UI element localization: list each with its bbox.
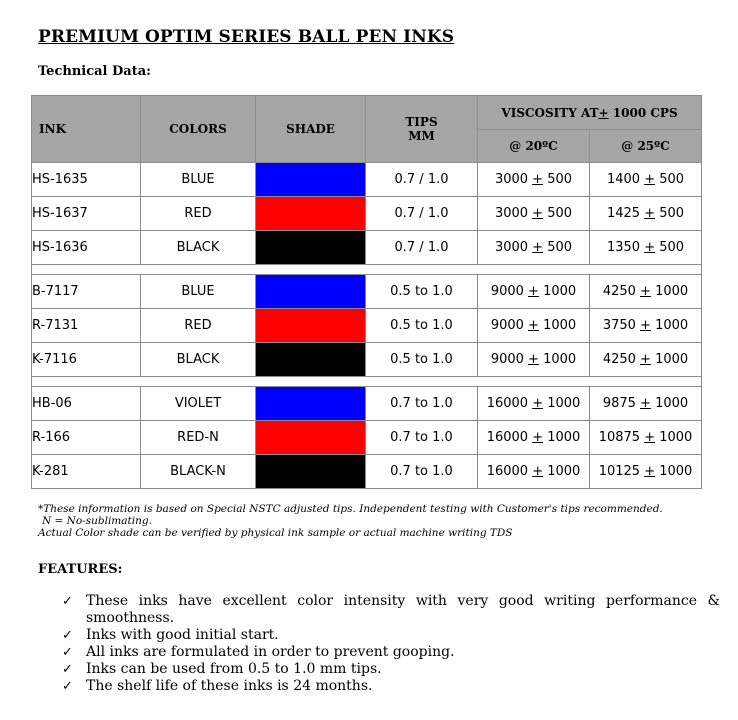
tips-cell: 0.5 to 1.0 bbox=[366, 309, 478, 343]
feature-text: Inks with good initial start. bbox=[86, 627, 279, 643]
technical-data-heading: Technical Data: bbox=[38, 64, 151, 79]
shade-cell bbox=[256, 231, 366, 265]
viscosity-25-cell bbox=[590, 343, 702, 377]
table-row bbox=[32, 455, 702, 489]
ink-code-cell: R-7131 bbox=[32, 309, 141, 343]
tips-cell: 0.7 to 1.0 bbox=[366, 387, 478, 421]
viscosity-20-cell-value: 9000 bbox=[490, 352, 529, 367]
viscosity-20-cell-pm: + bbox=[528, 318, 539, 333]
viscosity-25-cell-pm: + bbox=[644, 240, 656, 255]
viscosity-25-cell-pm: + bbox=[640, 396, 651, 411]
ink-spec-table bbox=[31, 95, 702, 489]
ink-code-cell: B-7117 bbox=[32, 275, 141, 309]
viscosity-25-cell-pm: + bbox=[640, 318, 651, 333]
shade-swatch bbox=[256, 387, 365, 420]
viscosity-25-cell-tolerance: 500 bbox=[655, 172, 685, 187]
ink-code-cell: HS-1636 bbox=[32, 231, 141, 265]
viscosity-20-cell bbox=[478, 421, 590, 455]
color-cell: RED bbox=[141, 309, 256, 343]
checkmark-icon: ✓ bbox=[62, 645, 73, 660]
viscosity-20-cell bbox=[478, 163, 590, 197]
viscosity-20-cell-pm: + bbox=[532, 430, 544, 445]
group-separator bbox=[32, 377, 702, 387]
list-item bbox=[62, 661, 720, 678]
header-ink: INK bbox=[32, 96, 141, 163]
viscosity-20-cell-value: 16000 bbox=[486, 396, 533, 411]
viscosity-25-cell bbox=[590, 197, 702, 231]
viscosity-20-cell bbox=[478, 197, 590, 231]
header-viscosity bbox=[478, 96, 702, 130]
viscosity-20-cell-pm: + bbox=[532, 396, 544, 411]
color-cell: BLACK-N bbox=[141, 455, 256, 489]
viscosity-25-cell-tolerance: 1000 bbox=[650, 396, 689, 411]
viscosity-20-cell-tolerance: 1000 bbox=[543, 396, 581, 411]
viscosity-25-cell-pm: + bbox=[640, 352, 651, 367]
viscosity-25-cell-value: 1425 bbox=[606, 206, 645, 221]
viscosity-20-cell-tolerance: 500 bbox=[543, 206, 573, 221]
viscosity-25-cell-value: 4250 bbox=[602, 284, 641, 299]
viscosity-20-cell-value: 3000 bbox=[494, 172, 533, 187]
viscosity-25-cell-pm: + bbox=[644, 172, 656, 187]
ink-code-cell: HS-1635 bbox=[32, 163, 141, 197]
viscosity-20-cell-pm: + bbox=[528, 352, 539, 367]
ink-code-cell: K-7116 bbox=[32, 343, 141, 377]
group-separator bbox=[32, 265, 702, 275]
viscosity-20-cell-tolerance: 1000 bbox=[538, 352, 577, 367]
tips-cell: 0.7 / 1.0 bbox=[366, 163, 478, 197]
viscosity-25-cell-tolerance: 1000 bbox=[655, 430, 693, 445]
group-separator-cell bbox=[32, 265, 702, 275]
table-row bbox=[32, 309, 702, 343]
shade-cell bbox=[256, 197, 366, 231]
feature-text: All inks are formulated in order to prevent gooping. bbox=[86, 644, 455, 660]
viscosity-25-cell-value: 10125 bbox=[598, 464, 645, 479]
shade-cell bbox=[256, 343, 366, 377]
tips-cell: 0.7 to 1.0 bbox=[366, 421, 478, 455]
tips-cell: 0.7 to 1.0 bbox=[366, 455, 478, 489]
shade-swatch bbox=[256, 309, 365, 342]
header-tips-line1: TIPS bbox=[405, 115, 438, 129]
shade-swatch bbox=[256, 343, 365, 376]
viscosity-20-cell bbox=[478, 275, 590, 309]
viscosity-25-cell-tolerance: 500 bbox=[655, 206, 685, 221]
header-viscosity-prefix: VISCOSITY AT bbox=[501, 105, 599, 120]
viscosity-20-cell-value: 9000 bbox=[490, 318, 529, 333]
viscosity-25-cell-value: 3750 bbox=[602, 318, 641, 333]
table-row bbox=[32, 231, 702, 265]
shade-cell bbox=[256, 455, 366, 489]
tips-cell: 0.5 to 1.0 bbox=[366, 275, 478, 309]
ink-code-cell: R-166 bbox=[32, 421, 141, 455]
table-row bbox=[32, 163, 702, 197]
viscosity-25-cell bbox=[590, 421, 702, 455]
color-cell: BLUE bbox=[141, 163, 256, 197]
viscosity-25-cell-value: 9875 bbox=[602, 396, 641, 411]
feature-text: These inks have excellent color intensity with very good writing performance & smoothness. bbox=[86, 593, 720, 626]
viscosity-20-cell-value: 3000 bbox=[494, 206, 533, 221]
list-item bbox=[62, 678, 720, 695]
shade-cell bbox=[256, 421, 366, 455]
shade-swatch bbox=[256, 455, 365, 488]
note-disclaimer: *These information is based on Special NSTC adjusted tips. Independent testing with Customer's tips recommended. bbox=[38, 503, 663, 515]
viscosity-25-cell-tolerance: 1000 bbox=[655, 464, 693, 479]
header-tips-line2: MM bbox=[408, 129, 435, 143]
table-row bbox=[32, 421, 702, 455]
viscosity-20-cell bbox=[478, 231, 590, 265]
shade-swatch bbox=[256, 231, 365, 264]
feature-text: The shelf life of these inks is 24 months. bbox=[86, 678, 373, 694]
document-title: PREMIUM OPTIM SERIES BALL PEN INKS bbox=[38, 27, 455, 47]
viscosity-25-cell-value: 10875 bbox=[598, 430, 645, 445]
color-cell: RED bbox=[141, 197, 256, 231]
viscosity-20-cell-value: 16000 bbox=[486, 430, 533, 445]
viscosity-20-cell-value: 16000 bbox=[486, 464, 533, 479]
viscosity-25-cell-pm: + bbox=[640, 284, 651, 299]
viscosity-20-cell-tolerance: 1000 bbox=[543, 430, 581, 445]
viscosity-20-cell-pm: + bbox=[532, 240, 544, 255]
note-sublimating: N = No-sublimating. bbox=[42, 515, 152, 527]
viscosity-25-cell-tolerance: 1000 bbox=[650, 284, 689, 299]
viscosity-20-cell bbox=[478, 343, 590, 377]
viscosity-20-cell-tolerance: 1000 bbox=[538, 284, 577, 299]
color-cell: VIOLET bbox=[141, 387, 256, 421]
viscosity-25-cell-tolerance: 500 bbox=[655, 240, 685, 255]
shade-swatch bbox=[256, 197, 365, 230]
color-cell: BLACK bbox=[141, 231, 256, 265]
viscosity-20-cell-pm: + bbox=[532, 464, 544, 479]
viscosity-25-cell-value: 1400 bbox=[606, 172, 645, 187]
header-tips bbox=[366, 96, 478, 163]
note-color-shade: Actual Color shade can be verified by physical ink sample or actual machine writing TDS bbox=[38, 527, 513, 539]
checkmark-icon: ✓ bbox=[62, 594, 73, 609]
tips-cell: 0.7 / 1.0 bbox=[366, 197, 478, 231]
viscosity-25-cell-value: 4250 bbox=[602, 352, 641, 367]
header-shade: SHADE bbox=[256, 96, 366, 163]
ink-code-cell: K-281 bbox=[32, 455, 141, 489]
shade-swatch bbox=[256, 421, 365, 454]
group-separator-cell bbox=[32, 377, 702, 387]
features-list bbox=[62, 593, 720, 695]
header-viscosity-pm: + bbox=[598, 105, 609, 120]
viscosity-20-cell-tolerance: 1000 bbox=[543, 464, 581, 479]
viscosity-25-cell-pm: + bbox=[644, 430, 656, 445]
color-cell: RED-N bbox=[141, 421, 256, 455]
viscosity-20-cell-tolerance: 1000 bbox=[538, 318, 577, 333]
table-row bbox=[32, 343, 702, 377]
shade-swatch bbox=[256, 275, 365, 308]
viscosity-25-cell bbox=[590, 387, 702, 421]
viscosity-20-cell-tolerance: 500 bbox=[543, 172, 573, 187]
header-temp-20: @ 20ºC bbox=[478, 130, 590, 163]
feature-text: Inks can be used from 0.5 to 1.0 mm tips. bbox=[86, 661, 382, 677]
ink-code-cell: HB-06 bbox=[32, 387, 141, 421]
viscosity-25-cell-pm: + bbox=[644, 206, 656, 221]
header-viscosity-suffix: 1000 CPS bbox=[608, 105, 678, 120]
viscosity-25-cell bbox=[590, 455, 702, 489]
viscosity-25-cell bbox=[590, 275, 702, 309]
tips-cell: 0.5 to 1.0 bbox=[366, 343, 478, 377]
viscosity-20-cell-pm: + bbox=[532, 172, 544, 187]
checkmark-icon: ✓ bbox=[62, 662, 73, 677]
shade-cell bbox=[256, 275, 366, 309]
ink-code-cell: HS-1637 bbox=[32, 197, 141, 231]
list-item bbox=[62, 593, 720, 627]
viscosity-25-cell-value: 1350 bbox=[606, 240, 645, 255]
viscosity-20-cell bbox=[478, 455, 590, 489]
list-item bbox=[62, 644, 720, 661]
shade-swatch bbox=[256, 163, 365, 196]
viscosity-25-cell bbox=[590, 163, 702, 197]
viscosity-20-cell bbox=[478, 309, 590, 343]
shade-cell bbox=[256, 163, 366, 197]
viscosity-20-cell-tolerance: 500 bbox=[543, 240, 573, 255]
viscosity-20-cell-pm: + bbox=[528, 284, 539, 299]
viscosity-20-cell-value: 3000 bbox=[494, 240, 533, 255]
table-row bbox=[32, 197, 702, 231]
color-cell: BLACK bbox=[141, 343, 256, 377]
viscosity-25-cell-tolerance: 1000 bbox=[650, 352, 689, 367]
table-row bbox=[32, 275, 702, 309]
table-row bbox=[32, 387, 702, 421]
viscosity-20-cell-pm: + bbox=[532, 206, 544, 221]
viscosity-25-cell bbox=[590, 231, 702, 265]
viscosity-25-cell bbox=[590, 309, 702, 343]
header-temp-25: @ 25ºC bbox=[590, 130, 702, 163]
viscosity-20-cell-value: 9000 bbox=[490, 284, 529, 299]
checkmark-icon: ✓ bbox=[62, 679, 73, 694]
notes-block bbox=[38, 503, 663, 539]
viscosity-25-cell-pm: + bbox=[644, 464, 656, 479]
header-colors: COLORS bbox=[141, 96, 256, 163]
tips-cell: 0.7 / 1.0 bbox=[366, 231, 478, 265]
list-item bbox=[62, 627, 720, 644]
ink-spec-body bbox=[32, 163, 702, 489]
features-heading: FEATURES: bbox=[38, 562, 123, 577]
viscosity-25-cell-tolerance: 1000 bbox=[650, 318, 689, 333]
viscosity-20-cell bbox=[478, 387, 590, 421]
color-cell: BLUE bbox=[141, 275, 256, 309]
shade-cell bbox=[256, 309, 366, 343]
shade-cell bbox=[256, 387, 366, 421]
checkmark-icon: ✓ bbox=[62, 628, 73, 643]
